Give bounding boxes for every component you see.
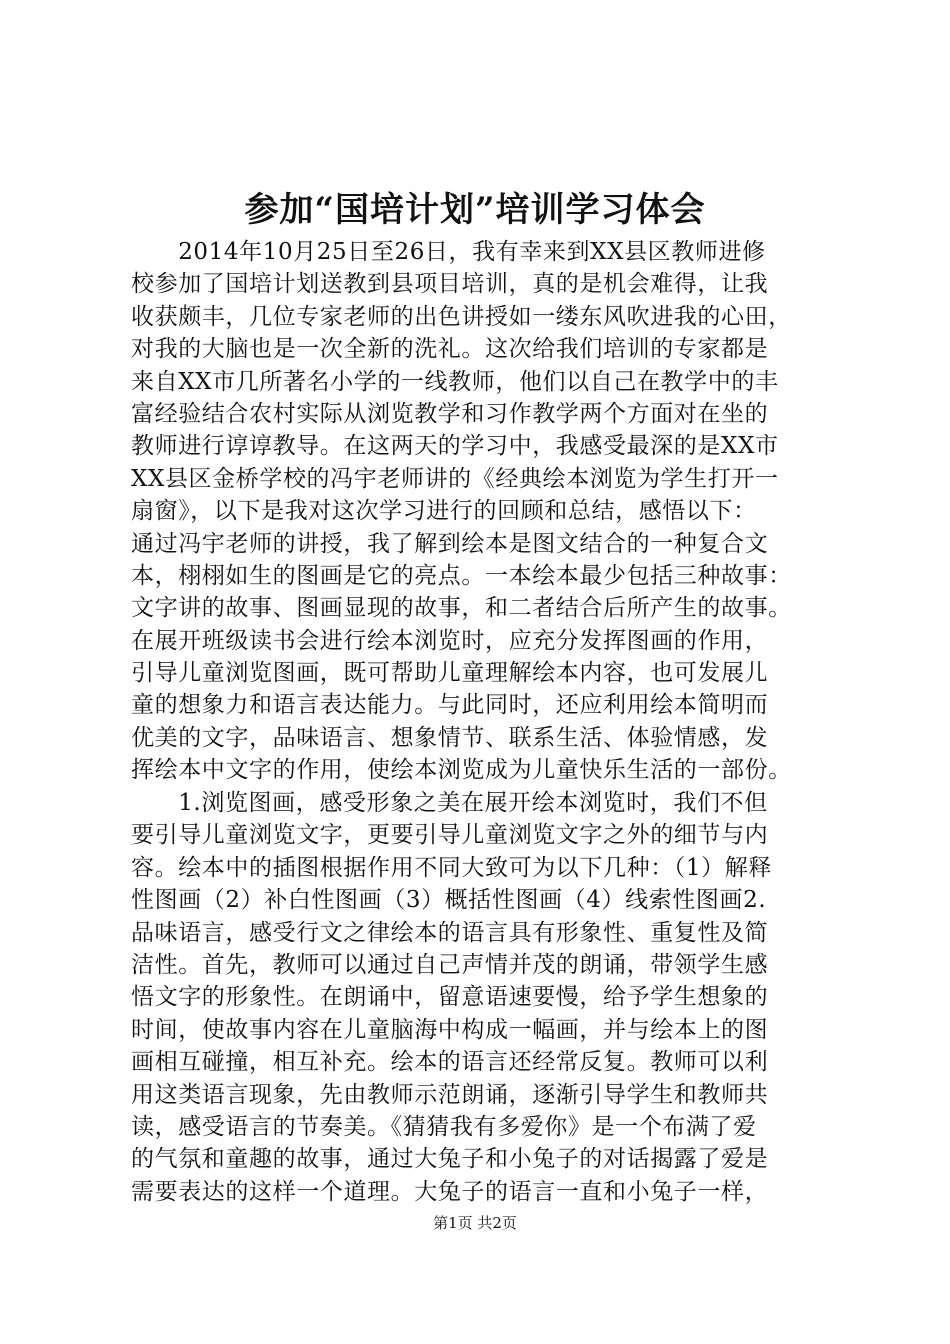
text-line: 优美的文字，品味语言、想象情节、联系生活、体验情感，发: [131, 724, 769, 751]
text-line: 的气氛和童趣的故事，通过大兔子和小兔子的对话揭露了爱是: [131, 1146, 769, 1173]
text-line: 富经验结合农村实际从浏览教学和习作教学两个方面对在坐的: [131, 400, 769, 427]
text-line: 洁性。首先，教师可以通过自己声情并茂的朗诵，带领学生感: [131, 951, 769, 978]
text-line: 扇窗》，以下是我对这次学习进行的回顾和总结，感悟以下：: [131, 498, 757, 525]
text-line: 悟文字的形象性。在朗诵中，留意语速要慢，给予学生想象的: [131, 984, 769, 1011]
text-line: 读，感受语言的节奏美。《猜猜我有多爱你》是一个布满了爱: [131, 1113, 757, 1140]
text-line: 性图画（2）补白性图画（3）概括性图画（4）线索性图画2.: [131, 887, 767, 914]
paragraph-1: [131, 236, 831, 787]
document-title: 参加“国培计划”培训学习体会: [244, 190, 706, 230]
text-line: 2014年10月25日至26日，我有幸来到XX县区教师进修: [131, 239, 766, 265]
text-line: 画相互碰撞，相互补充。绘本的语言还经常反复。教师可以利: [131, 1049, 769, 1076]
text-line: 通过冯宇老师的讲授，我了解到绘本是图文结合的一种复合文: [131, 530, 769, 557]
page-footer: 第1页 共2页: [433, 1214, 517, 1232]
text-line: 童的想象力和语言表达能力。与此同时，还应利用绘本简明而: [131, 692, 769, 719]
text-line: 1.浏览图画，感受形象之美在展开绘本浏览时，我们不但: [131, 790, 768, 816]
text-line: 要引导儿童浏览文字，更要引导儿童浏览文字之外的细节与内: [131, 822, 769, 849]
text-line: 对我的大脑也是一次全新的洗礼。这次给我们培训的专家都是: [131, 336, 769, 363]
text-line: 需要表达的这样一个道理。大兔子的语言一直和小兔子一样，: [131, 1178, 769, 1205]
text-line: 时间，使故事内容在儿童脑海中构成一幅画，并与绘本上的图: [131, 1016, 769, 1043]
text-line: 教师进行谆谆教导。在这两天的学习中，我感受最深的是XX市: [131, 433, 779, 460]
text-line: 引导儿童浏览图画，既可帮助儿童理解绘本内容，也可发展儿: [131, 660, 769, 687]
text-line: 校参加了国培计划送教到县项目培训，真的是机会难得，让我: [131, 271, 769, 298]
paragraph-2: [131, 787, 831, 1208]
text-line: 来自XX市几所著名小学的一线教师，他们以自己在教学中的丰: [131, 368, 779, 395]
text-line: 在展开班级读书会进行绘本浏览时，应充分发挥图画的作用，: [131, 627, 769, 654]
text-line: 文字讲的故事、图画显现的故事，和二者结合后所产生的故事。: [131, 595, 792, 622]
text-line: 挥绘本中文字的作用，使绘本浏览成为儿童快乐生活的一部份。: [131, 757, 792, 784]
text-line: XX县区金桥学校的冯宇老师讲的《经典绘本浏览为学生打开一: [131, 465, 779, 492]
text-line: 容。绘本中的插图根据作用不同大致可为以下几种：（1）解释: [131, 854, 772, 881]
text-line: 收获颇丰，几位专家老师的出色讲授如一缕东风吹进我的心田，: [131, 303, 792, 330]
text-line: 用这类语言现象，先由教师示范朗诵，逐渐引导学生和教师共: [131, 1081, 769, 1108]
text-line: 品味语言，感受行文之律绘本的语言具有形象性、重复性及简: [131, 919, 769, 946]
text-line: 本，栩栩如生的图画是它的亮点。一本绘本最少包括三种故事：: [131, 562, 792, 589]
